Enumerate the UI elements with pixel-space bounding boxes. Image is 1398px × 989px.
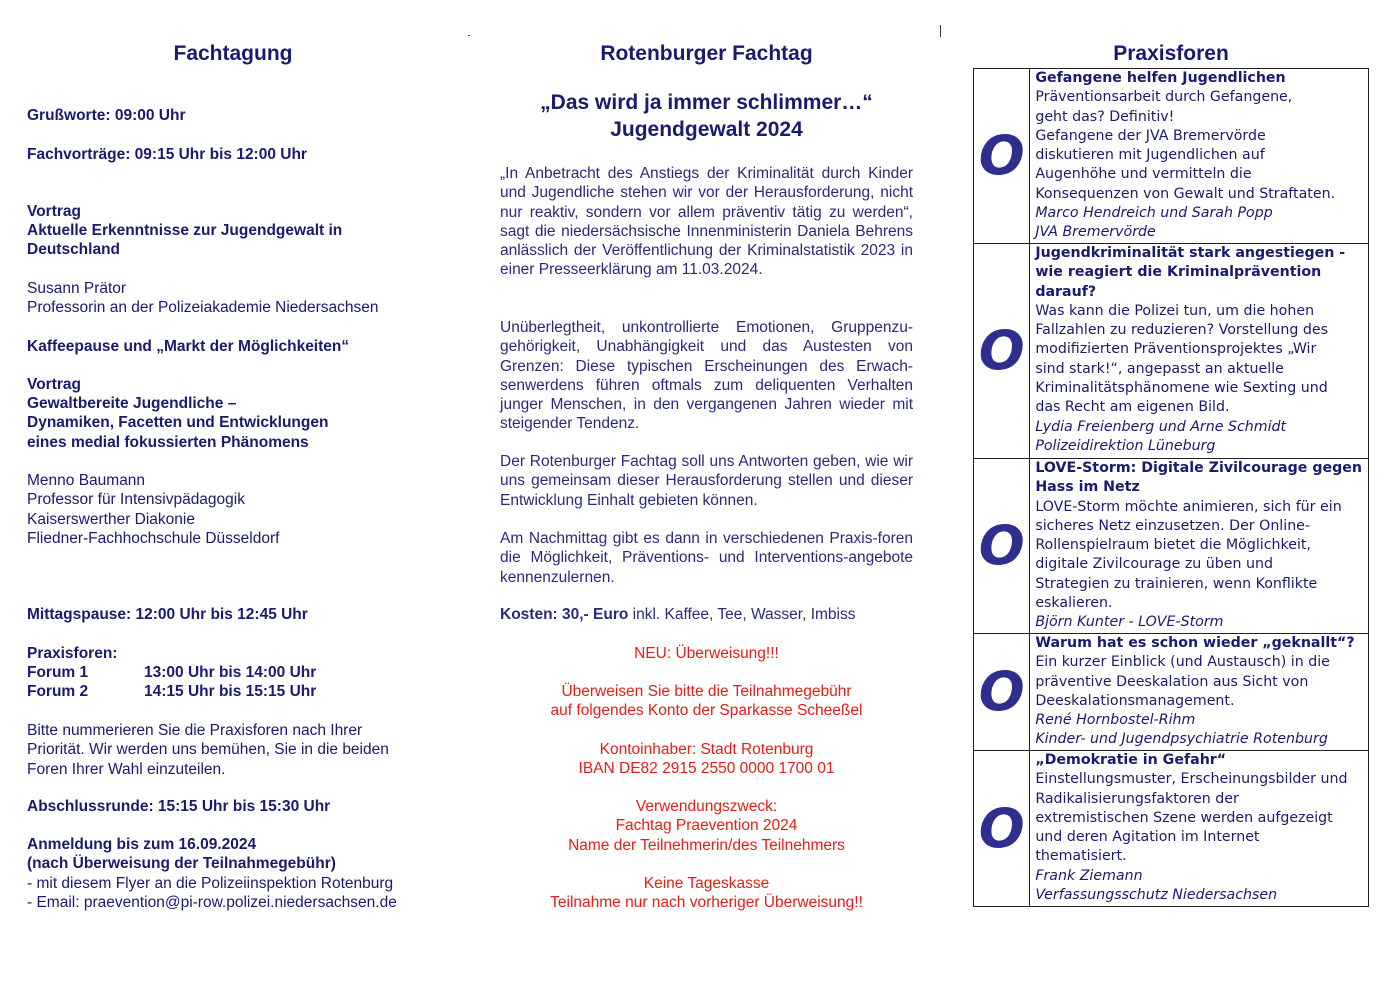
priority-note: Bitte nummerieren Sie die Praxisforen nach Ihrer Priorität. Wir werden uns bemühen, Sie in die beiden Foren Ihrer Wahl einzuteilen. — [27, 722, 389, 778]
forum-row — [974, 634, 1369, 751]
forum-title: LOVE-Storm: Digitale Zivilcourage gegen Hass im Netz — [1035, 460, 1362, 496]
forum-details — [1030, 244, 1369, 459]
praxisforen-table — [973, 68, 1369, 907]
scan-dot — [468, 35, 470, 36]
kaffeepause: Kaffeepause und „Markt der Möglichkeiten“ — [27, 338, 350, 355]
circle-icon: O — [978, 796, 1025, 860]
vortrag2-label: Vortrag — [27, 376, 81, 393]
forum-details — [1030, 751, 1369, 907]
forum-description: LOVE-Storm möchte animieren, sich für ein sicheres Netz einzusetzen. Der Online- Rollenspielraum bietet die Möglichkeit, digitale Zivilcourage zu üben und Strategien zu trainieren, wenn Konflikte eskalieren. — [1035, 498, 1342, 612]
forum-author: Björn Kunter - LOVE-Storm — [1035, 614, 1224, 631]
bank-account: Kontoinhaber: Stadt Rotenburg IBAN DE82 2915 2550 0000 1700 01 — [578, 741, 835, 778]
forum-description: Ein kurzer Einblick (und Austausch) in die präventive Deeskalation aus Sicht von Deeskalationsmanagement. — [1035, 654, 1330, 709]
praxisforen-heading: Praxisforen — [1113, 42, 1229, 65]
forum-title: Warum hat es schon wieder „geknallt“? — [1035, 635, 1355, 651]
intro-paragraph-3: Der Rotenburger Fachtag soll uns Antworten geben, wie wir uns gemeinsam dieser Herausforderung stellen und dieser Entwicklung Einhalt gebieten können. — [500, 453, 913, 509]
intro-paragraph-2: Unüberlegtheit, unkontrollierte Emotionen, Gruppenzu-gehörigkeit, Unabhängigkeit und das Austesten von Grenzen: Diese typischen Erscheinungen des Erwach-senwerdens führen oftmals zum deliquenten Verhalten junger Menschen, in den vergangenen Jahren wieder mit steigender Tendenz. — [500, 319, 913, 433]
fachvortraege-time: Fachvorträge: 09:15 Uhr bis 12:00 Uhr — [27, 146, 307, 163]
forum-row — [974, 69, 1369, 244]
registration-methods: - mit diesem Flyer an die Polizeiinspektion Rotenburg - Email: praevention@pi-row.polizei.niedersachsen.de — [27, 875, 397, 912]
forum-title: „Demokratie in Gefahr“ — [1035, 752, 1227, 768]
forum-row — [974, 751, 1369, 907]
event-title: „Das wird ja immer schlimmer…“ Jugendgewalt 2024 — [540, 91, 873, 141]
vortrag1-speaker: Susann Prätor Professorin an der Polizeiakademie Niedersachsen — [27, 280, 379, 317]
new-transfer-notice: NEU: Überweisung!!! — [634, 645, 779, 662]
forum-select-circle[interactable] — [974, 244, 1030, 459]
forum-author: Lydia Freienberg und Arne Schmidt Polizeidirektion Lüneburg — [1035, 418, 1287, 454]
transfer-instruction: Überweisen Sie bitte die Teilnahmegebühr auf folgendes Konto der Sparkasse Scheeßel — [550, 683, 863, 720]
vortrag2-title: Gewaltbereite Jugendliche – Dynamiken, Facetten und Entwicklungen eines medial fokussierten Phänomens — [27, 395, 329, 451]
cost-label: Kosten: 30,- Euro — [500, 606, 629, 623]
circle-icon: O — [978, 319, 1025, 382]
event-heading: Rotenburger Fachtag — [600, 42, 813, 65]
forum-title: Gefangene helfen Jugendlichen — [1035, 70, 1286, 86]
intro-paragraph-1: „In Anbetracht des Anstiegs der Kriminalität durch Kinder und Jugendliche stehen wir vor der Herausforderung, nicht nur reaktiv, sondern vor allem präventiv tätig zu werden“, sagt die niedersächsische Innenministerin Daniela Behrens anlässlich der Veröffentlichung der Kriminalstatistik 2023 in einer Presseerklärung am 11.03.2024. — [500, 165, 913, 279]
vortrag1-label: Vortrag — [27, 203, 81, 220]
mittagspause-time: Mittagspause: 12:00 Uhr bis 12:45 Uhr — [27, 606, 308, 623]
grussworte-time: Grußworte: 09:00 Uhr — [27, 107, 186, 124]
circle-icon: O — [978, 124, 1025, 187]
circle-icon: O — [978, 660, 1025, 723]
no-box-office-notice: Keine Tageskasse Teilnahme nur nach vorheriger Überweisung!! — [550, 875, 863, 912]
forum-row — [974, 459, 1369, 634]
forum-author: René Hornbostel-Rihm Kinder- und Jugendpsychiatrie Rotenburg — [1035, 712, 1328, 748]
vortrag2-speaker: Menno Baumann Professor für Intensivpädagogik Kaiserswerther Diakonie Fliedner-Fachhochschule Düsseldorf — [27, 472, 280, 547]
forum-title: Jugendkriminalität stark angestiegen - wie reagiert die Kriminalprävention darauf? — [1035, 245, 1346, 300]
cost-details: inkl. Kaffee, Tee, Wasser, Imbiss — [628, 606, 856, 623]
abschlussrunde-time: Abschlussrunde: 15:15 Uhr bis 15:30 Uhr — [27, 798, 331, 815]
forum-select-circle[interactable] — [974, 751, 1030, 907]
forum-select-circle[interactable] — [974, 459, 1030, 634]
registration-deadline: Anmeldung bis zum 16.09.2024 (nach Überweisung der Teilnahmegebühr) — [27, 836, 336, 873]
forum2-label: Forum 2 — [27, 683, 89, 700]
circle-icon: O — [978, 514, 1025, 577]
forum-row — [974, 244, 1369, 459]
forum-details — [1030, 634, 1369, 751]
forum-details — [1030, 459, 1369, 634]
payment-reference: Verwendungszweck: Fachtag Praevention 2024 Name der Teilnehmerin/des Teilnehmers — [568, 798, 845, 854]
forum1-time: 13:00 Uhr bis 14:00 Uhr — [144, 664, 317, 681]
forum2-time: 14:15 Uhr bis 15:15 Uhr — [144, 683, 317, 700]
intro-paragraph-4: Am Nachmittag gibt es dann in verschiedenen Praxis-foren die Möglichkeit, Präventions- und Interventions-angebote kennenzulernen. — [500, 530, 913, 586]
program-heading: Fachtagung — [173, 42, 293, 65]
cost-line — [500, 605, 913, 624]
forum-description: Einstellungsmuster, Erscheinungsbilder und Radikalisierungsfaktoren der extremistischen Szene werden aufgezeigt und deren Agitation im Internet thematisiert. — [1035, 771, 1348, 865]
praxisforen-label: Praxisforen: — [27, 645, 118, 662]
vortrag1-title: Aktuelle Erkenntnisse zur Jugendgewalt in Deutschland — [27, 222, 343, 259]
forum1-label: Forum 1 — [27, 664, 89, 681]
forum-author: Frank Ziemann Verfassungsschutz Niedersachsen — [1035, 867, 1278, 904]
forum-details — [1030, 69, 1369, 244]
forum-select-circle[interactable] — [974, 69, 1030, 244]
forum-description: Was kann die Polizei tun, um die hohen Fallzahlen zu reduzieren? Vorstellung des modifizierten Präventionsprojektes „Wir sind stark!“, angepasst an aktuelle Kriminalitätsphänomene wie Sexting und das Recht am eigenen Bild. — [1035, 302, 1328, 416]
scan-line — [940, 25, 941, 37]
forum-select-circle[interactable] — [974, 634, 1030, 751]
forum-author: Marco Hendreich und Sarah Popp JVA Bremervörde — [1035, 205, 1273, 241]
forum-description: Präventionsarbeit durch Gefangene, geht das? Definitiv! Gefangene der JVA Bremervörde diskutieren mit Jugendlichen auf Augenhöhe und vermitteln die Konsequenzen von Gewalt und Straftaten. — [1035, 89, 1336, 202]
